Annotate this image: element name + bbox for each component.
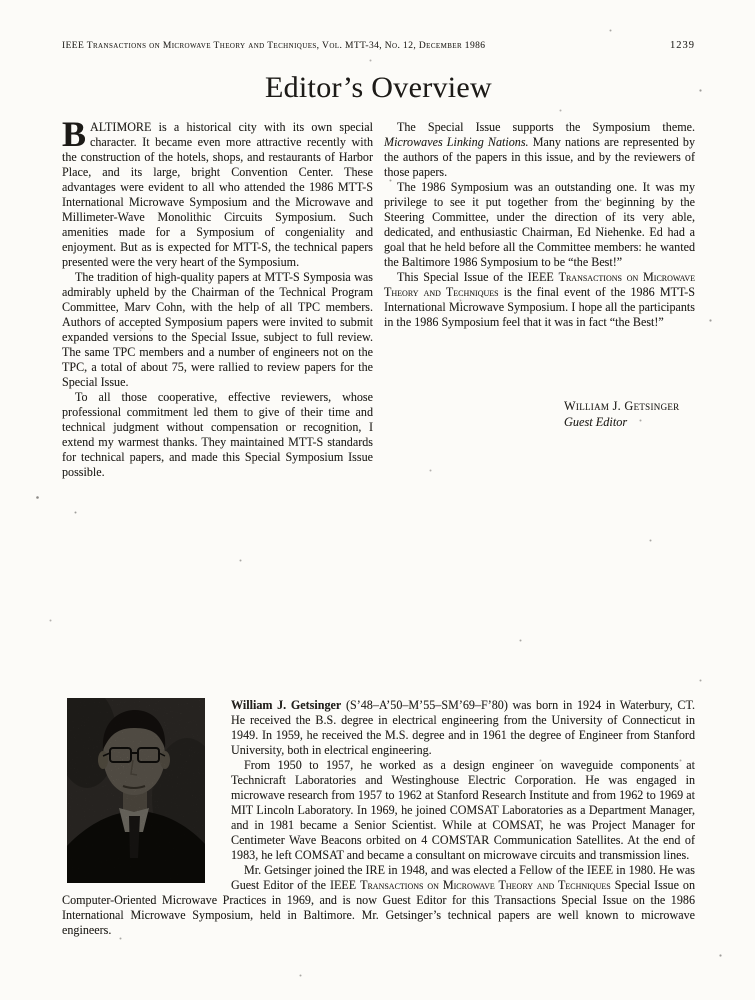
journal-name-smallcaps: Transactions on Microwave Theory and Techniques (384, 270, 695, 299)
running-head (62, 40, 695, 51)
paragraph-text: (S’48–A’50–M’55–SM’69–F’80) was born in 1924 in Waterbury, CT. He received the B.S. degree in electrical engineering from the University of Connecticut in 1949. In 1959, he received the M.S. degree and in 1961 the degree of Engineer from Stanford University, both in electrical engineering. (231, 698, 695, 757)
paragraph-final-event (384, 270, 695, 330)
guest-editor-role: Guest Editor (564, 415, 628, 429)
halftone-grain-overlay (67, 698, 205, 883)
paragraph-text: The Special Issue supports the Symposium theme. (397, 120, 695, 134)
journal-name-smallcaps: Transactions on Microwave Theory and Techniques (360, 878, 611, 892)
article-body (62, 114, 695, 480)
signature-block (384, 398, 695, 430)
page-content (0, 0, 755, 480)
article-title: Editor’s Overview (265, 71, 492, 104)
paragraph-text: Many nations are represented by the authors of the papers in this issue, and by the reviewers of those papers. (384, 135, 695, 179)
paragraph-text: This Special Issue of the IEEE (397, 270, 559, 284)
biography-section (62, 698, 695, 938)
journal-citation: IEEE Transactions on Microwave Theory and Techniques, Vol. MTT-34, No. 12, December 1986 (62, 41, 486, 51)
guest-editor-name: William J. Getsinger (564, 399, 680, 413)
paragraph-tradition: The tradition of high-quality papers at MTT-S Symposia was admirably upheld by the Chairman of the Technical Program Committee, Marv Cohn, with the help of all TPC members. Authors of accepted Symposium papers were invited to submit expanded versions to the Special Issue, subject to full review. The same TPC members and a number of engineers not on the TPC, a total of about 75, were rallied to review papers for the Special Issue. (62, 270, 373, 389)
paragraph-baltimore (62, 114, 373, 270)
right-column (384, 120, 695, 480)
bio-subject-name: William J. Getsinger (231, 698, 342, 712)
paragraph-theme (384, 120, 695, 180)
symposium-theme-italic: Microwaves Linking Nations. (384, 135, 529, 149)
dropcap-letter: B (62, 114, 87, 154)
bio-paragraph-career: From 1950 to 1957, he worked as a design engineer on waveguide components at Technicraft Laboratories and Westinghouse Electric Corporation. He was engaged in microwave research from 1957 to 1962 at Stanford Research Institute and from 1962 to 1969 at MIT Lincoln Laboratory. In 1969, he joined COMSAT Laboratories as a Department Manager, and in 1981 became a Senior Scientist. While at COMSAT, he was Project Manager for Centimeter Wave Beacons orbited on 4 COMSTAR Communication Satellites. At the end of 1983, he left COMSAT and became a consultant on microwave circuits and transmission lines. (231, 758, 695, 862)
paragraph-thanks: To all those cooperative, effective reviewers, whose professional commitment led them to give of their time and technical judgment without compensation or recognition, I extend my warmest thanks. They maintained MTT-S standards for technical papers, and made this Special Symposium Issue possible. (62, 390, 373, 479)
portrait-photo (67, 698, 205, 883)
paragraph-text: Special Issue on Computer-Oriented Microwave Practices in 1969, and is now Guest Editor for this Transactions Special Issue on the 1986 International Microwave Symposium, held in Baltimore. Mr. Getsinger’s technical papers are well known to microwave engineers. (62, 878, 695, 937)
paragraph-text: ALTIMORE is a historical city with its own special character. It became even more attractive recently with the construction of the hotels, shops, and restaurants of Harbor Place, and its large, bright Convention Center. These advantages were evident to all who attended the 1986 MTT-S International Microwave Symposium and the Microwave and Millimeter-Wave Monolithic Circuits Symposium. Such amenities made for a Symposium of congeniality and enjoyment. But as is expected for MTT-S, the technical papers presented were the very heart of the Symposium. (62, 120, 373, 269)
paragraph-text: is the final event of the 1986 MTT-S International Microwave Symposium. I hope all the participants in the 1986 Symposium feel that it was in fact “the Best!” (384, 285, 695, 329)
page-number: 1239 (670, 40, 695, 51)
left-column (62, 114, 373, 480)
paragraph-text: Mr. Getsinger joined the IRE in 1948, and was elected a Fellow of the IEEE in 1980. He was Guest Editor of the IEEE (231, 863, 695, 892)
paragraph-outstanding: The 1986 Symposium was an outstanding one. It was my privilege to see it put together from the beginning by the Steering Committee, under the direction of its very able, dedicated, and enthusiastic Chairman, Ed Niehenke. Ed had a goal that he held before all the Committee members: he wanted the Baltimore 1986 Symposium to be “the Best!” (384, 180, 695, 269)
